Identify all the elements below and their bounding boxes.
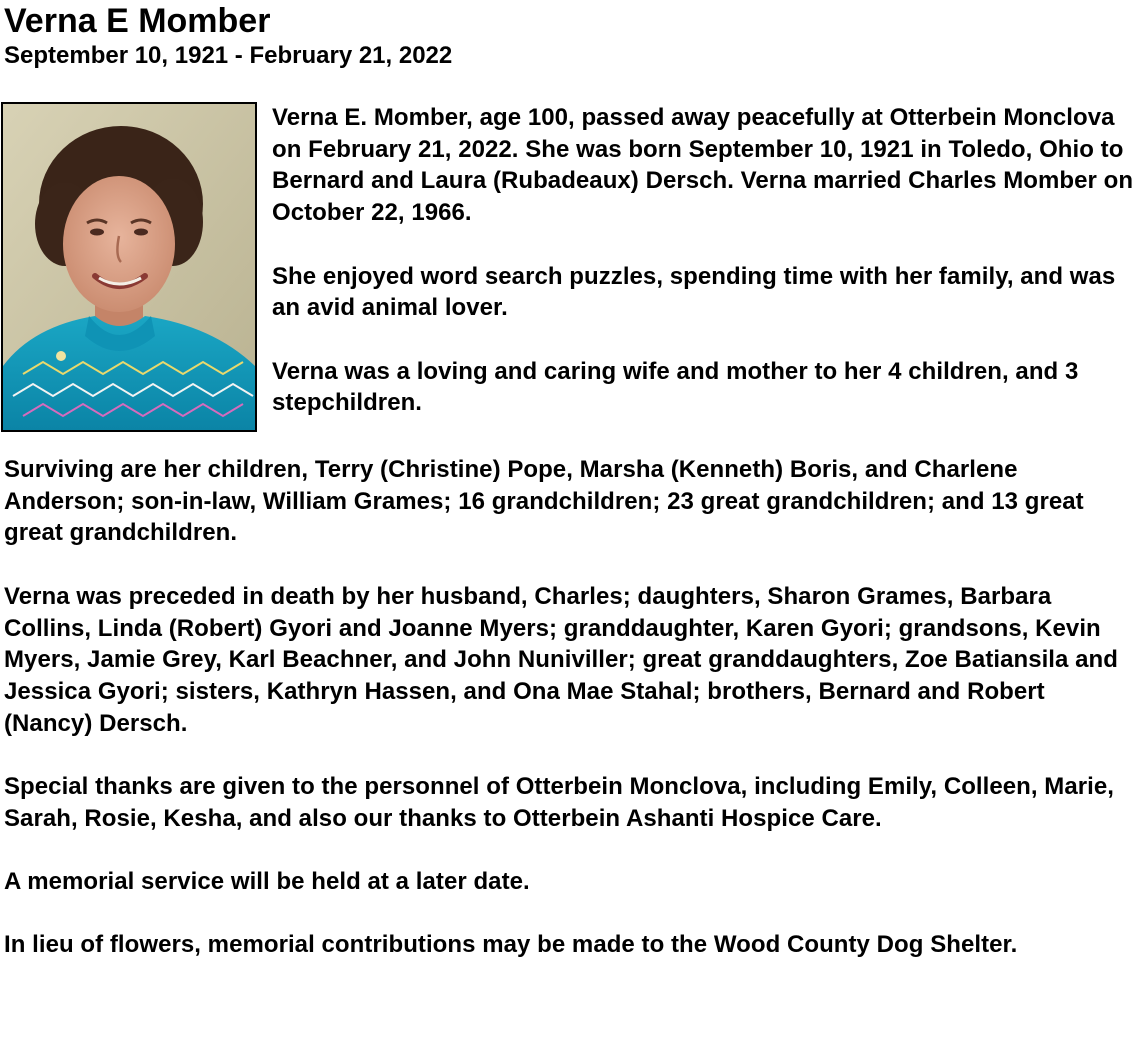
paragraph-intro: Verna E. Momber, age 100, passed away peacefully at Otterbein Monclova on February 21, 2022. She was born September 10, 1921 in Toledo, Ohio to Bernard and Laura (Rubadeaux) Dersch. Verna married Charles Momber on October 22, 1966.: [272, 104, 1134, 227]
obituary-dates: September 10, 1921 - February 21, 2022: [4, 42, 453, 69]
paragraph-hobbies: She enjoyed word search puzzles, spending time with her family, and was an avid animal lover.: [272, 262, 1116, 322]
paragraph-service: A memorial service will be held at a later date.: [4, 868, 530, 896]
obituary-page: [4, 0, 1134, 993]
intro-section: [4, 102, 1134, 432]
details-section: [4, 454, 1134, 961]
paragraph-thanks: Special thanks are given to the personnel of Otterbein Monclova, including Emily, Colleen, Marie, Sarah, Rosie, Kesha, and also our thanks to Otterbein Ashanti Hospice Care.: [4, 773, 1114, 832]
paragraph-preceded: Verna was preceded in death by her husband, Charles; daughters, Sharon Grames, Barbara Collins, Linda (Robert) Gyori and Joanne Myers; granddaughter, Karen Gyori; grandsons, Kevin Myers, Jamie Grey, Karl Beachner, and John Nuniviller; great granddaughters, Zoe Batiansila and Jessica Gyori; sisters, Kathryn Hassen, and Ona Mae Stahal; brothers, Bernard and Robert (Nancy) Dersch.: [4, 582, 1118, 737]
paragraph-family: Verna was a loving and caring wife and mother to her 4 children, and 3 stepchildren.: [272, 357, 1079, 417]
intro-text: [272, 102, 1134, 451]
portrait-icon: [3, 104, 255, 430]
paragraph-survivors: Surviving are her children, Terry (Christine) Pope, Marsha (Kenneth) Boris, and Charlene Anderson; son-in-law, William Grames; 16 grandchildren; 23 great grandchildren; and 13 great great grandchildren.: [4, 456, 1084, 547]
paragraph-contributions: In lieu of flowers, memorial contributions may be made to the Wood County Dog Shelter.: [4, 931, 1018, 959]
portrait-photo: [1, 102, 257, 432]
obituary-name: Verna E Momber: [4, 2, 271, 40]
